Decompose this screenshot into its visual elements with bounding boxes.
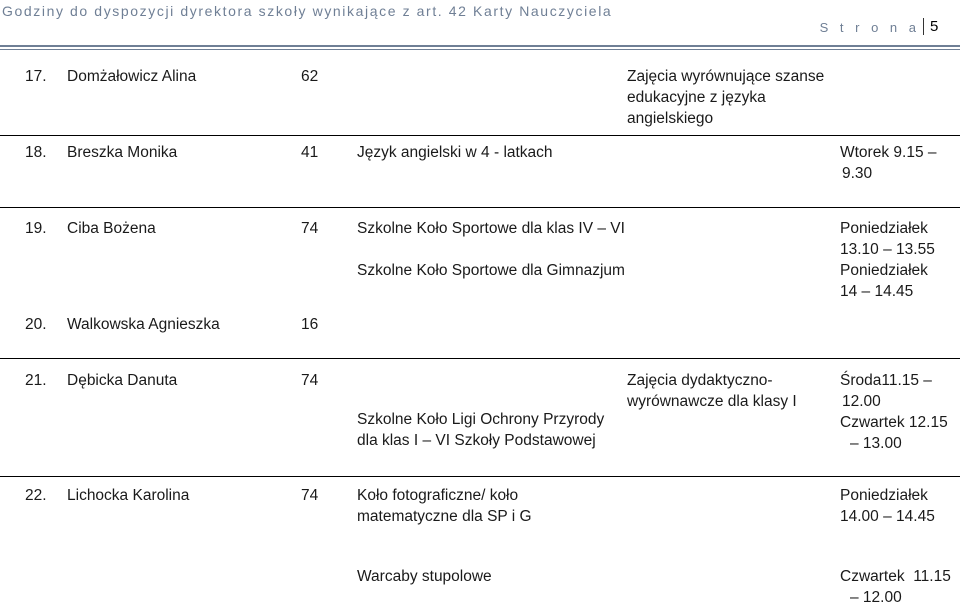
activity-line: matematyczne dla SP i G xyxy=(357,508,532,525)
activity-secondary xyxy=(627,370,827,412)
teacher-name: Lichocka Karolina xyxy=(67,487,190,504)
activity-line: Szkolne Koło Ligi Ochrony Przyrody xyxy=(357,411,605,428)
activity-line: Koło fotograficzne/ koło xyxy=(357,487,519,504)
teacher-name: Dębicka Danuta xyxy=(67,372,178,389)
time-line: 9.30 xyxy=(842,165,873,182)
activity-line: angielskiego xyxy=(627,110,714,127)
row-number: 20. xyxy=(25,316,47,333)
activity: Język angielski w 4 - latkach xyxy=(357,144,553,161)
activity-secondary xyxy=(627,66,827,129)
teacher-name: Walkowska Agnieszka xyxy=(67,316,220,333)
time-line: 12.00 xyxy=(842,393,881,410)
time-line: – 13.00 xyxy=(850,435,902,452)
teacher-name: Breszka Monika xyxy=(67,144,178,161)
activity-extra: Warcaby stupolowe xyxy=(357,568,492,585)
schedule-time xyxy=(840,218,958,302)
time-line: Czwartek 12.15 xyxy=(840,414,948,431)
time-line: Poniedziałek xyxy=(840,487,928,504)
hours-count: 62 xyxy=(301,68,319,85)
time-line: Poniedziałek xyxy=(840,220,928,237)
activity-line: Zajęcia dydaktyczno- xyxy=(627,372,773,389)
activity-line: wyrównawcze dla klasy I xyxy=(627,393,797,410)
table-row-17 xyxy=(0,62,960,130)
activity-line: dla klas I – VI Szkoły Podstawowej xyxy=(357,432,596,449)
activity-line: edukacyjne z języka xyxy=(627,89,766,106)
teacher-name: Ciba Bożena xyxy=(67,220,156,237)
time-line: Wtorek 9.15 – xyxy=(840,144,937,161)
table-row-18 xyxy=(0,135,960,192)
activity: Szkolne Koło Sportowe dla klas IV – VI xyxy=(357,220,625,237)
teacher-name: Domżałowicz Alina xyxy=(67,68,197,85)
time-line: 13.10 – 13.55 xyxy=(840,241,935,258)
time-line: 14.00 – 14.45 xyxy=(840,508,935,525)
row-number: 17. xyxy=(25,68,47,85)
header-divider xyxy=(0,45,960,47)
hours-count: 41 xyxy=(301,144,319,161)
hours-count: 16 xyxy=(301,316,319,333)
table-row-20 xyxy=(0,308,960,348)
row-number: 22. xyxy=(25,487,47,504)
row-number: 21. xyxy=(25,372,47,389)
activity: Szkolne Koło Sportowe dla Gimnazjum xyxy=(357,262,625,279)
document-header-title: Godziny do dyspozycji dyrektora szkoły wynikające z art. 42 Karty Nauczyciela xyxy=(2,3,613,19)
time-line: – 12.00 xyxy=(850,589,902,606)
hours-count: 74 xyxy=(301,487,319,504)
hours-count: 74 xyxy=(301,220,319,237)
activity xyxy=(357,409,604,451)
table-row-19 xyxy=(0,207,960,306)
hours-count: 74 xyxy=(301,372,319,389)
row-number: 19. xyxy=(25,220,47,237)
table-row-21 xyxy=(0,358,960,467)
activity-line: Zajęcia wyrównujące szanse xyxy=(627,68,825,85)
schedule-time xyxy=(840,370,958,454)
schedule-time-extra xyxy=(840,566,958,608)
schedule-time xyxy=(840,485,958,527)
header-divider-secondary xyxy=(0,49,960,50)
time-line: Środa11.15 – xyxy=(840,372,932,389)
table-row-22 xyxy=(0,476,960,616)
time-line: Czwartek 11.15 xyxy=(840,568,951,585)
time-line: 14 – 14.45 xyxy=(840,283,914,300)
schedule-time xyxy=(840,142,958,184)
activity xyxy=(357,485,532,527)
page-label: S t r o n a xyxy=(819,20,920,35)
time-line: Poniedziałek xyxy=(840,262,928,279)
row-number: 18. xyxy=(25,144,47,161)
page-number: 5 xyxy=(923,18,948,35)
